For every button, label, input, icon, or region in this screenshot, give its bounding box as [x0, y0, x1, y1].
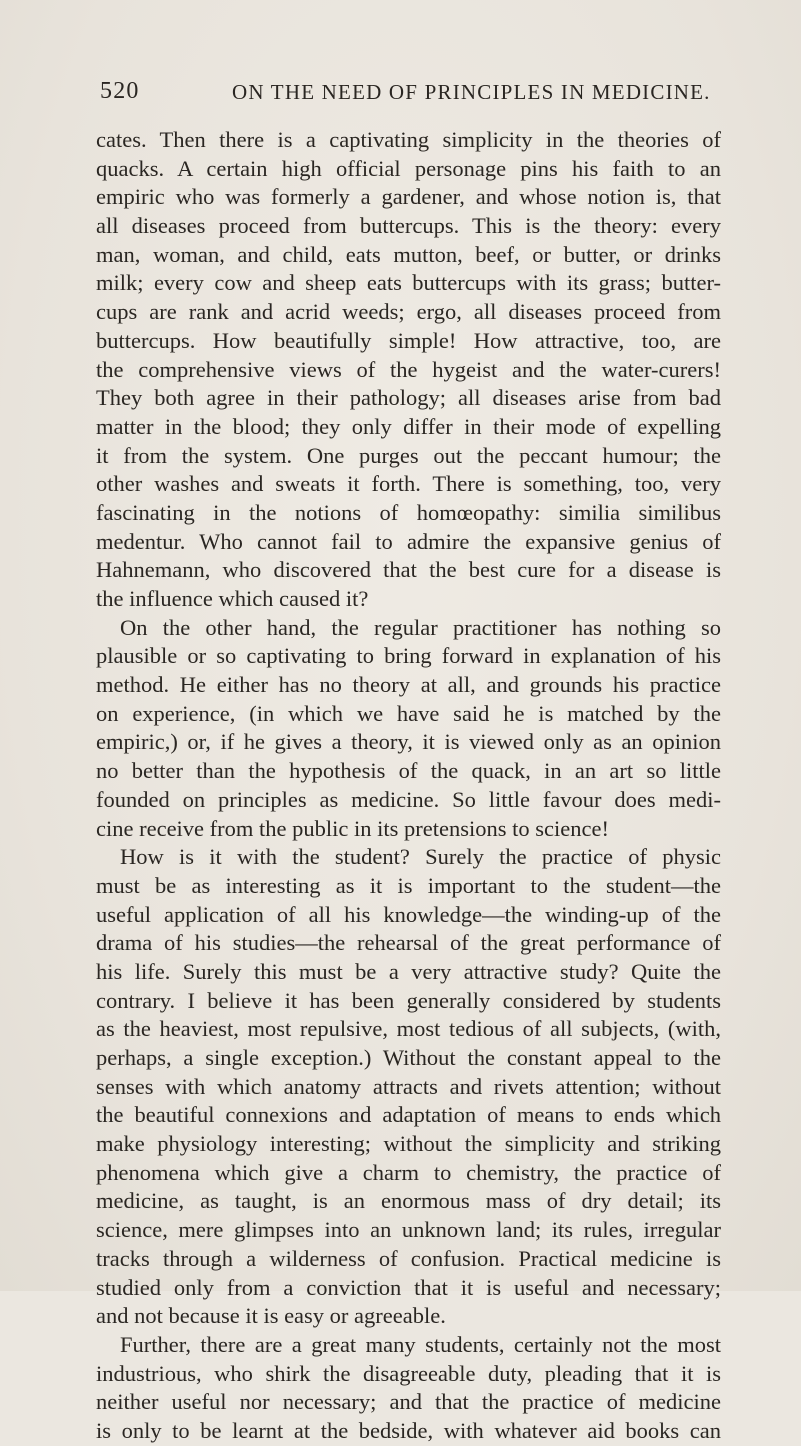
text-line: matter in the blood; they only differ in their mode of expelling: [96, 413, 721, 439]
text-line: phenomena which give a charm to chemistry, the practice of: [96, 1159, 721, 1185]
text-line: cates. Then there is a captivating simplicity in the theories of: [96, 127, 721, 152]
text-line: plausible or so captivating to bring forward in explanation of his: [96, 643, 721, 669]
text-line: science, mere glimpses into an unknown land; its rules, irregular: [96, 1217, 721, 1243]
text-line: buttercups. How beautifully simple! How attractive, too, are: [96, 327, 721, 353]
text-line: tracks through a wilderness of confusion. Practical medicine is: [96, 1245, 721, 1271]
text-line: neither useful nor necessary; and that the practice of medicine: [96, 1389, 721, 1415]
text-line: fascinating in the notions of homœopathy: similia similibus: [96, 499, 721, 525]
text-line: method. He either has no theory at all, and grounds his practice: [96, 672, 721, 698]
text-line: industrious, who shirk the disagreeable duty, pleading that it is: [96, 1360, 721, 1386]
text-line: drama of his studies—the rehearsal of the great performance of: [96, 930, 721, 956]
text-line: empiric who was formerly a gardener, and whose notion is, that: [96, 184, 721, 210]
text-line: no better than the hypothesis of the quack, in an art so little: [96, 758, 721, 784]
text-line: the beautiful connexions and adaptation of means to ends which: [96, 1102, 721, 1128]
running-title: ON THE NEED OF PRINCIPLES IN MEDICINE.: [232, 80, 711, 104]
text-line: must be as interesting as it is important to the student—the: [96, 872, 721, 898]
text-line: milk; every cow and sheep eats buttercups with its grass; butter-: [96, 270, 721, 296]
text-line: on experience, (in which we have said he is matched by the: [96, 700, 721, 726]
text-line: it from the system. One purges out the peccant humour; the: [96, 442, 721, 468]
text-line: useful application of all his knowledge—the winding-up of the: [96, 901, 721, 927]
text-line: the comprehensive views of the hygeist and the water-curers!: [96, 356, 721, 382]
text-line: make physiology interesting; without the simplicity and striking: [96, 1131, 721, 1157]
text-line: man, woman, and child, eats mutton, beef, or butter, or drinks: [96, 241, 721, 267]
text-line: On the other hand, the regular practitioner has nothing so: [120, 614, 721, 640]
text-line: and not because it is easy or agreeable.: [96, 1303, 446, 1329]
text-line: quacks. A certain high official personage pins his faith to an: [96, 155, 721, 181]
text-line: is only to be learnt at the bedside, with whatever aid books can: [96, 1417, 721, 1443]
body-text: [96, 126, 721, 1446]
text-line: other washes and sweats it forth. There is something, too, very: [96, 471, 721, 497]
text-line: How is it with the student? Surely the practice of physic: [120, 844, 721, 870]
text-line: studied only from a conviction that it is useful and necessary;: [96, 1274, 721, 1300]
text-line: his life. Surely this must be a very attractive study? Quite the: [96, 958, 721, 984]
text-line: as the heaviest, most repulsive, most tedious of all subjects, (with,: [96, 1016, 721, 1042]
text-line: cups are rank and acrid weeds; ergo, all diseases proceed from: [96, 299, 721, 325]
text-line: medentur. Who cannot fail to admire the expansive genius of: [96, 528, 721, 554]
page-header: [100, 78, 720, 108]
text-line: all diseases proceed from buttercups. This is the theory: every: [96, 213, 721, 239]
text-line: Further, there are a great many students, certainly not the most: [120, 1331, 721, 1357]
text-line: the influence which caused it?: [96, 586, 369, 611]
text-line: senses with which anatomy attracts and rivets attention; without: [96, 1073, 721, 1099]
text-line: medicine, as taught, is an enormous mass of dry detail; its: [96, 1188, 721, 1214]
text-line: They both agree in their pathology; all diseases arise from bad: [96, 385, 721, 411]
text-line: founded on principles as medicine. So little favour does medi-: [96, 786, 721, 812]
text-line: contrary. I believe it has been generally considered by students: [96, 987, 721, 1013]
page-number: 520: [100, 78, 140, 104]
text-line: perhaps, a single exception.) Without the constant appeal to the: [96, 1045, 721, 1070]
text-line: Hahnemann, who discovered that the best cure for a disease is: [96, 557, 721, 583]
text-line: empiric,) or, if he gives a theory, it is viewed only as an opinion: [96, 729, 721, 755]
text-line: cine receive from the public in its pretensions to science!: [96, 815, 609, 841]
